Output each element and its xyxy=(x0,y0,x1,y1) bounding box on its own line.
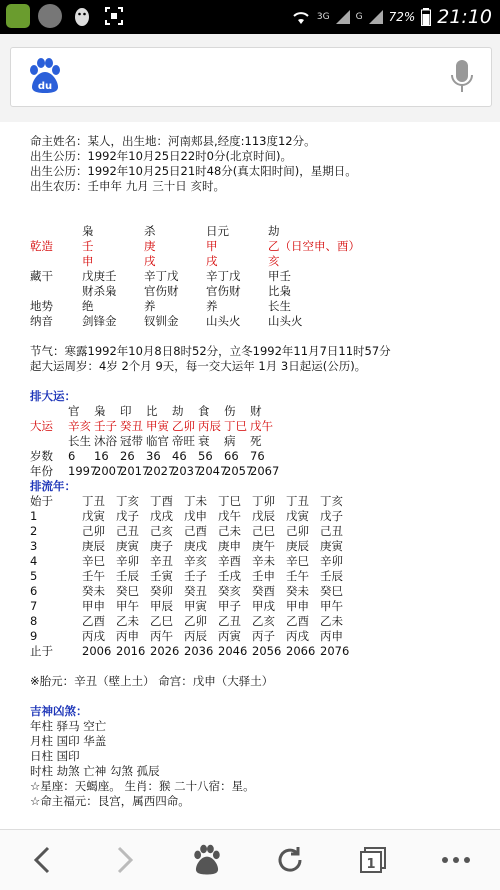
liunian-cell: 己卯 xyxy=(286,524,309,538)
baidu-brand-text: du xyxy=(37,81,53,92)
liunian-cell: 己丑 xyxy=(320,524,343,538)
liunian-cell: 己未 xyxy=(218,524,241,538)
dayun-cell: 食 xyxy=(198,404,210,418)
liunian-cell: 辛卯 xyxy=(116,554,139,568)
menu-button[interactable] xyxy=(436,840,476,880)
network-type-1: 3G xyxy=(316,12,330,22)
four-pillars-table xyxy=(30,224,490,329)
refresh-button[interactable] xyxy=(270,840,310,880)
liunian-cell: 2016 xyxy=(116,644,146,658)
pillars-cell xyxy=(30,224,82,239)
network-type-2: G xyxy=(355,12,363,22)
pillars-cell: 纳音 xyxy=(30,314,53,328)
pillars-cell: 戊庚壬 xyxy=(82,269,117,283)
notification-icons xyxy=(6,4,126,28)
pillars-cell: 辛丁戊 xyxy=(144,269,179,283)
liunian-cell: 壬子 xyxy=(184,569,207,583)
liunian-cell: 壬申 xyxy=(252,569,275,583)
liunian-cell: 辛亥 xyxy=(184,554,207,568)
dayun-cell: 2047 xyxy=(198,464,228,478)
status-bar xyxy=(0,0,500,34)
dayun-cell: 财 xyxy=(250,404,262,418)
liunian-table xyxy=(30,494,490,659)
dayun-cell: 病 xyxy=(224,434,236,448)
liunian-cell: 壬寅 xyxy=(150,569,173,583)
shensha-month: 月柱 国印 华盖 xyxy=(30,734,107,748)
pillars-cell: 枭 xyxy=(82,224,94,238)
liunian-cell: 2056 xyxy=(252,644,282,658)
liunian-cell: 己酉 xyxy=(184,524,207,538)
pillars-cell: 绝 xyxy=(82,299,94,313)
liunian-cell: 2006 xyxy=(82,644,112,658)
liunian-cell: 壬午 xyxy=(286,569,309,583)
liunian-cell: 戊午 xyxy=(218,509,241,523)
shensha-year: 年柱 驿马 空亡 xyxy=(30,719,107,733)
liunian-cell: 辛未 xyxy=(252,554,275,568)
search-input[interactable] xyxy=(10,47,492,107)
pillars-cell: 山头火 xyxy=(206,314,241,328)
pillars-cell: 山头火 xyxy=(268,314,303,328)
liunian-cell: 2066 xyxy=(286,644,316,658)
dayun-cell: 年份 xyxy=(30,464,53,478)
liunian-cell: 辛丑 xyxy=(150,554,173,568)
liunian-cell: 丙申 xyxy=(320,629,343,643)
liunian-cell: 始于 xyxy=(30,494,53,508)
liunian-cell: 庚子 xyxy=(150,539,173,553)
liunian-cell: 丁亥 xyxy=(116,494,139,508)
dayun-table xyxy=(30,404,490,479)
pillars-cell: 劫 xyxy=(268,224,280,238)
app-notification-icon xyxy=(6,4,30,28)
pillars-cell: 日元 xyxy=(206,224,229,238)
pillars-cell: 甲 xyxy=(206,239,218,253)
liunian-cell: 乙酉 xyxy=(82,614,105,628)
liunian-cell: 2 xyxy=(30,524,38,538)
signal-icon xyxy=(336,10,350,24)
liunian-cell: 2046 xyxy=(218,644,248,658)
tabs-count: 1 xyxy=(366,857,376,872)
info-solar-beijing-line: 出生公历：1992年10月25日22时0分(北京时间)。 xyxy=(30,149,292,163)
liunian-cell: 辛巳 xyxy=(82,554,105,568)
pillars-cell: 养 xyxy=(206,299,218,313)
liunian-cell: 丙戌 xyxy=(286,629,309,643)
pillars-cell: 甲壬 xyxy=(268,269,291,283)
pillars-cell: 申 xyxy=(82,254,94,268)
back-arrow-icon xyxy=(31,845,53,875)
liunian-cell: 6 xyxy=(30,584,38,598)
dayun-cell: 56 xyxy=(198,449,213,463)
liunian-cell: 丁卯 xyxy=(252,494,275,508)
liunian-cell: 癸卯 xyxy=(150,584,173,598)
dayun-cell: 沐浴 xyxy=(94,434,117,448)
dayun-cell: 76 xyxy=(250,449,265,463)
microphone-icon[interactable] xyxy=(449,58,475,96)
liunian-cell: 5 xyxy=(30,569,38,583)
dayun-cell: 帝旺 xyxy=(172,434,195,448)
pillars-cell: 官伤财 xyxy=(206,284,241,298)
liunian-cell: 癸未 xyxy=(286,584,309,598)
fuyuan-line: ☆命主福元：艮宫，属西四命。 xyxy=(30,794,190,808)
pillars-cell: 辛丁戊 xyxy=(206,269,241,283)
pillars-cell xyxy=(30,284,82,299)
pillars-cell: 壬 xyxy=(82,239,94,253)
dayun-cell: 2017 xyxy=(120,464,150,478)
back-button[interactable] xyxy=(22,840,62,880)
liunian-cell: 丁丑 xyxy=(82,494,105,508)
dayun-cell: 死 xyxy=(250,434,262,448)
pillars-cell: 藏干 xyxy=(30,269,53,283)
baidu-home-icon xyxy=(190,843,224,877)
liunian-cell: 戊子 xyxy=(320,509,343,523)
dayun-cell: 乙卯 xyxy=(172,419,195,433)
liunian-cell: 辛卯 xyxy=(320,554,343,568)
liunian-cell: 甲申 xyxy=(82,599,105,613)
dayun-cell: 36 xyxy=(146,449,161,463)
liunian-cell: 1 xyxy=(30,509,38,523)
pillars-cell: 乾造 xyxy=(30,239,53,253)
pillars-cell: 戌 xyxy=(144,254,156,268)
dayun-cell: 2037 xyxy=(172,464,202,478)
liunian-cell: 丙戌 xyxy=(82,629,105,643)
liunian-cell: 癸未 xyxy=(82,584,105,598)
dayun-cell: 印 xyxy=(120,404,132,418)
liunian-cell: 丙寅 xyxy=(218,629,241,643)
dayun-cell: 衰 xyxy=(198,434,210,448)
dayun-cell xyxy=(30,434,68,449)
liunian-cell: 癸巳 xyxy=(116,584,139,598)
signal-icon-2 xyxy=(369,10,383,24)
liunian-cell: 乙未 xyxy=(320,614,343,628)
shensha-hour: 时柱 劫煞 亡神 勾煞 孤辰 xyxy=(30,764,160,778)
pillars-cell: 比枭 xyxy=(268,284,291,298)
bazi-content xyxy=(30,134,490,809)
liunian-cell: 庚戌 xyxy=(184,539,207,553)
dayun-cell: 长生 xyxy=(68,434,91,448)
liunian-cell: 丙申 xyxy=(116,629,139,643)
liunian-cell: 甲辰 xyxy=(150,599,173,613)
browser-bottom-bar xyxy=(0,829,500,890)
liunian-cell: 丙午 xyxy=(150,629,173,643)
liunian-cell: 丙辰 xyxy=(184,629,207,643)
clock: 21:10 xyxy=(437,6,492,28)
taiyuan-minggong-line: ※胎元：辛丑（壁上土） 命宫：戊申（大驿土） xyxy=(30,674,274,688)
battery-icon xyxy=(421,8,431,26)
dayun-cell: 甲寅 xyxy=(146,419,169,433)
liunian-cell: 甲午 xyxy=(320,599,343,613)
liunian-cell: 丁丑 xyxy=(286,494,309,508)
liunian-cell: 庚辰 xyxy=(286,539,309,553)
liunian-cell: 庚寅 xyxy=(116,539,139,553)
pillars-cell: 钗钏金 xyxy=(144,314,179,328)
liunian-cell: 乙未 xyxy=(116,614,139,628)
liunian-cell: 2026 xyxy=(150,644,180,658)
liunian-cell: 壬辰 xyxy=(116,569,139,583)
status-indicators xyxy=(291,6,492,28)
info-lunar-line: 出生农历：壬申年 九月 三十日 亥时。 xyxy=(30,179,225,193)
pillars-cell: 庚 xyxy=(144,239,156,253)
liunian-cell: 丁酉 xyxy=(150,494,173,508)
liunian-cell: 乙巳 xyxy=(150,614,173,628)
dayun-cell: 66 xyxy=(224,449,239,463)
liunian-title: 排流年： xyxy=(30,479,76,493)
pillars-cell: 剑锋金 xyxy=(82,314,117,328)
liunian-cell: 戊辰 xyxy=(252,509,275,523)
liunian-cell: 己亥 xyxy=(150,524,173,538)
search-header xyxy=(0,34,500,122)
dayun-cell: 枭 xyxy=(94,404,106,418)
dayun-cell: 2067 xyxy=(250,464,280,478)
refresh-icon xyxy=(275,845,305,875)
info-solar-true-line: 出生公历：1992年10月25日21时48分(真太阳时间)，星期日。 xyxy=(30,164,357,178)
liunian-cell: 庚辰 xyxy=(82,539,105,553)
liunian-cell: 2036 xyxy=(184,644,214,658)
dayun-cell xyxy=(30,404,68,419)
zodiac-line: ☆星座：天蝎座。 生肖：猴 二十八宿：星。 xyxy=(30,779,255,793)
liunian-cell: 癸丑 xyxy=(184,584,207,598)
tabs-button[interactable] xyxy=(353,840,393,880)
dayun-title: 排大运： xyxy=(30,389,76,403)
game-notification-icon xyxy=(38,4,62,28)
qiyun-line: 起大运周岁：4岁 2个月 9天，每一交大运年 1月 3日起运(公历)。 xyxy=(30,359,367,373)
liunian-cell: 壬午 xyxy=(82,569,105,583)
liunian-cell: 3 xyxy=(30,539,38,553)
liunian-cell: 丁未 xyxy=(184,494,207,508)
baidu-paw-icon[interactable] xyxy=(25,56,65,96)
liunian-cell: 己卯 xyxy=(82,524,105,538)
liunian-cell: 辛酉 xyxy=(218,554,241,568)
liunian-cell: 戊寅 xyxy=(286,509,309,523)
tabs-icon xyxy=(358,845,388,875)
liunian-cell: 癸巳 xyxy=(320,584,343,598)
liunian-cell: 丙子 xyxy=(252,629,275,643)
pillars-cell: 长生 xyxy=(268,299,291,313)
dayun-cell: 大运 xyxy=(30,419,53,433)
dayun-cell: 戊午 xyxy=(250,419,273,433)
liunian-cell: 7 xyxy=(30,599,38,613)
shensha-day: 日柱 国印 xyxy=(30,749,80,763)
liunian-cell: 庚申 xyxy=(218,539,241,553)
screenshot-icon xyxy=(102,4,126,28)
liunian-cell: 乙酉 xyxy=(286,614,309,628)
liunian-cell: 癸酉 xyxy=(252,584,275,598)
liunian-cell: 止于 xyxy=(30,644,53,658)
forward-arrow-icon xyxy=(114,845,136,875)
dayun-cell: 2007 xyxy=(94,464,124,478)
qq-icon xyxy=(70,4,94,28)
liunian-cell: 癸亥 xyxy=(218,584,241,598)
liunian-cell: 乙卯 xyxy=(184,614,207,628)
dayun-cell: 比 xyxy=(146,404,158,418)
dayun-cell: 伤 xyxy=(224,404,236,418)
liunian-cell: 辛巳 xyxy=(286,554,309,568)
dayun-cell: 辛亥 xyxy=(68,419,91,433)
home-button[interactable] xyxy=(187,840,227,880)
jieqi-line: 节气：寒露1992年10月8日8时52分，立冬1992年11月7日11时57分 xyxy=(30,344,391,358)
liunian-cell: 甲戌 xyxy=(252,599,275,613)
battery-percent: 72% xyxy=(388,10,416,24)
liunian-cell: 己巳 xyxy=(252,524,275,538)
liunian-cell: 戊寅 xyxy=(82,509,105,523)
liunian-cell: 乙亥 xyxy=(252,614,275,628)
pillars-cell: 乙（日空申、酉） xyxy=(268,239,360,253)
pillars-cell: 亥 xyxy=(268,254,280,268)
dayun-cell: 癸丑 xyxy=(120,419,143,433)
liunian-cell: 壬戌 xyxy=(218,569,241,583)
birth-info xyxy=(30,134,490,194)
dayun-cell: 岁数 xyxy=(30,449,53,463)
liunian-cell: 庚寅 xyxy=(320,539,343,553)
liunian-cell: 甲申 xyxy=(286,599,309,613)
pillars-cell: 官伤财 xyxy=(144,284,179,298)
liunian-cell: 己丑 xyxy=(116,524,139,538)
liunian-cell: 4 xyxy=(30,554,38,568)
dayun-cell: 16 xyxy=(94,449,109,463)
dayun-cell: 丙辰 xyxy=(198,419,221,433)
liunian-cell: 2076 xyxy=(320,644,350,658)
shensha-title: 吉神凶煞： xyxy=(30,704,88,718)
info-name-line: 命主姓名：某人，出生地：河南郏县,经度:113度12分。 xyxy=(30,134,316,148)
dayun-cell: 26 xyxy=(120,449,135,463)
dayun-cell: 2027 xyxy=(146,464,176,478)
liunian-cell: 9 xyxy=(30,629,38,643)
forward-button[interactable] xyxy=(105,840,145,880)
liunian-cell: 戊申 xyxy=(184,509,207,523)
liunian-cell: 甲子 xyxy=(218,599,241,613)
dayun-cell: 1997 xyxy=(68,464,98,478)
pillars-cell: 杀 xyxy=(144,224,156,238)
liunian-cell: 庚午 xyxy=(252,539,275,553)
dayun-cell: 6 xyxy=(68,449,76,463)
more-icon xyxy=(441,855,471,865)
liunian-cell: 甲午 xyxy=(116,599,139,613)
dayun-cell: 官 xyxy=(68,404,80,418)
pillars-cell: 财杀枭 xyxy=(82,284,117,298)
wifi-icon xyxy=(291,9,311,25)
dayun-cell: 2057 xyxy=(224,464,254,478)
pillars-cell xyxy=(30,254,82,269)
liunian-cell: 壬辰 xyxy=(320,569,343,583)
liunian-cell: 戊子 xyxy=(116,509,139,523)
dayun-cell: 临官 xyxy=(146,434,169,448)
liunian-cell: 乙丑 xyxy=(218,614,241,628)
liunian-cell: 丁亥 xyxy=(320,494,343,508)
pillars-cell: 地势 xyxy=(30,299,53,313)
dayun-cell: 劫 xyxy=(172,404,184,418)
dayun-cell: 丁巳 xyxy=(224,419,247,433)
dayun-cell: 壬子 xyxy=(94,419,117,433)
dayun-cell: 46 xyxy=(172,449,187,463)
liunian-cell: 丁巳 xyxy=(218,494,241,508)
liunian-cell: 8 xyxy=(30,614,38,628)
dayun-cell: 冠带 xyxy=(120,434,143,448)
liunian-cell: 甲寅 xyxy=(184,599,207,613)
pillars-cell: 养 xyxy=(144,299,156,313)
pillars-cell: 戌 xyxy=(206,254,218,268)
liunian-cell: 戊戌 xyxy=(150,509,173,523)
